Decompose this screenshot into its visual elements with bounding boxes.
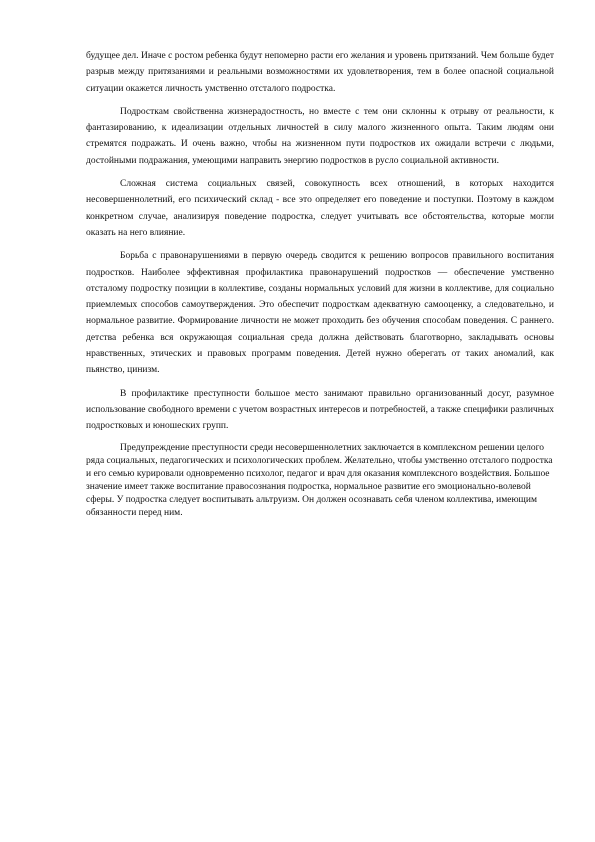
paragraph-5: В профилактике преступности большое место занимают правильно организованный досуг, разумное использование свободного времени с учетом возрастных интересов и потребностей, а также специфики различных подростковых и юношеских групп. xyxy=(86,388,554,432)
paragraph-2: Подросткам свойственна жизнерадостность, но вместе с тем они склонны к отрыву от реальности, к фантазированию, к идеализации отдельных личностей в силу малого жизненного опыта. Таким людям они стремятся подражать. И очень важно, чтобы на жизненном пути подростков их ожидали встречи с людьми, достойными подражания, умеющими направить энергию подростков в русло социальной активности. xyxy=(86,106,554,166)
paragraph-1: будущее дел. Иначе с ростом ребенка будут непомерно расти его желания и уровень притязаний. Чем больше будет разрыв между притязаниями и реальными возможностями их удовлетворения, тем в более опасной социальной ситуации окажется личность умственно отсталого подростка. xyxy=(86,51,554,94)
paragraph-6: Предупреждение преступности среди несовершеннолетних заключается в комплексном решении целого ряда социальных, педагогических и психологических проблем. Желательно, чтобы умственно отсталого подростка и его семью курировали одновременно психолог, педагог и врач для оказания комплексного воздействия. Большое значение имеет также воспитание правосознания подростка, нормальное развитие его эмоционально-волевой сферы. У подростка следует воспитывать альтруизм. Он должен осознавать себя членом коллектива, имеющим обязанности перед ним. xyxy=(86,442,553,518)
paragraph-3: Сложная система социальных связей, совокупность всех отношений, в которых находится несовершеннолетний, его психический склад - все это определяет его поведение и поступки. Поэтому в каждом конкретном случае, анализируя поведение подростка, следует учитывать все обстоятельства, которые могли оказать на него влияние. xyxy=(86,179,554,238)
document-body xyxy=(86,48,554,520)
paragraph-4: Борьба с правонарушениями в первую очередь сводится к решению вопросов правильного воспитания подростков. Наиболее эффективная профилактика правонарушений подростков — обеспечение умственно отсталому подростку позиции в коллективе, созданы нормальных условий для жизни в коллективе, для социально приемлемых способов самоутверждения. Это обеспечит подросткам адекватную самооценку, а следовательно, и нормальное развитие. Формирование личности не может проходить без обучения способам поведения. С раннего. детства ребенка вся окружающая социальная среда должна действовать благотворно, закладывать основы нравственных, этических и правовых программ поведения. Детей нужно оберегать от таких аномалий, как пьянство, цинизм. xyxy=(86,251,554,376)
